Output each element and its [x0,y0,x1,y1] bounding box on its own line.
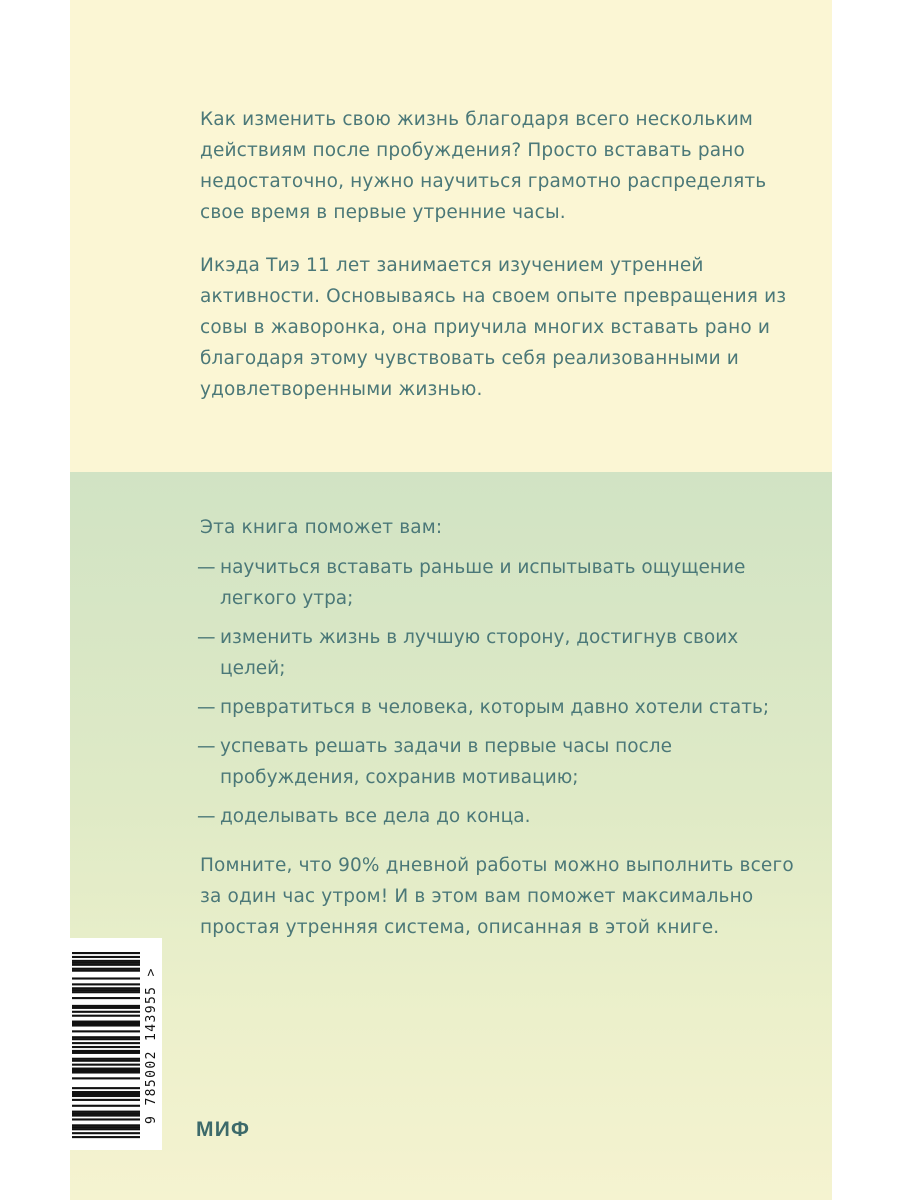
barcode-bar [72,977,140,979]
barcode-bar [72,1050,140,1052]
barcode-bar [72,1099,140,1101]
barcode-bar [72,1052,140,1054]
intro-text [200,104,800,427]
barcode-bar [72,1071,140,1073]
intro-paragraph-1: Как изменить свою жизнь благодаря всего нескольким действиям после пробуждения? Просто вставать рано недостаточно, нужно научиться грамотно распределять свое время в первые утренние часы. [200,109,767,223]
isbn-number: 9 785002 143955 > [144,967,159,1125]
barcode-bar [72,1113,140,1115]
barcode-bar [72,1136,140,1138]
barcode-bar [72,1042,140,1044]
barcode-bar [72,1011,140,1013]
barcode-bar [72,1007,140,1009]
barcode-bar [72,1124,140,1126]
closing-paragraph: Помните, что 90% дневной работы можно выполнить всего за один час утром! И в этом вам поможет максимально простая утренняя система, описанная в этой книге. [200,855,794,938]
publisher-logo: МИФ [196,1118,251,1141]
barcode-bar [72,1038,140,1040]
barcode-bar [72,1115,140,1117]
barcode-bar [72,997,140,999]
barcode-bar [72,1021,140,1023]
barcode-bar [72,1046,140,1048]
list-item [197,731,807,793]
barcode-bar [72,1068,140,1070]
list-item [197,801,807,832]
barcode-bar [72,989,140,991]
barcode-bar [72,1064,140,1066]
barcode-bar [72,1024,140,1026]
barcode-bar [72,1022,140,1024]
barcode-bar [72,964,140,966]
book-back-cover [70,0,832,1200]
list-item-text: научиться вставать раньше и испытывать ощущение легкого утра; [220,557,746,609]
barcode-bar [72,956,140,958]
barcode-bar [72,1087,140,1089]
isbn-barcode [70,938,162,1150]
barcode-bar [72,962,140,964]
list-item [197,692,807,723]
dash-bullet: — [197,557,216,578]
barcode-bar [72,991,140,993]
barcode-bar [72,1060,140,1062]
benefits-list [197,552,807,840]
barcode-bar [72,1093,140,1095]
list-item-text: успевать решать задачи в первые часы после пробуждения, сохранив мотивацию; [220,736,672,788]
barcode-bar [72,1005,140,1007]
barcode-bar [72,987,140,989]
barcode-bars-icon [70,938,144,1150]
dash-bullet: — [197,627,216,648]
barcode-bar [72,1128,140,1130]
barcode-bar [72,1069,140,1071]
list-item [197,622,807,684]
benefits-title: Эта книга поможет вам: [200,517,443,538]
barcode-bar [72,1091,140,1093]
list-item-text: изменить жизнь в лучшую сторону, достигнув своих целей; [220,627,739,679]
dash-bullet: — [197,736,216,757]
barcode-bar [72,1132,140,1134]
barcode-bar [72,1126,140,1128]
barcode-bar [72,983,140,985]
barcode-bar [72,1105,140,1107]
barcode-bar [72,1118,140,1120]
barcode-bar [72,952,140,954]
intro-paragraph-2: Икэда Тиэ 11 лет занимается изучением утренней активности. Основываясь на своем опыте превращения из совы в жаворонка, она приучила многих вставать рано и благодаря этому чувствовать себя реализованными и удовлетворенными жизнью. [200,255,787,400]
barcode-bar [72,1077,140,1079]
barcode-bar [72,970,140,972]
barcode-bar [72,1095,140,1097]
barcode-bar [72,1015,140,1017]
barcode-bar [72,1111,140,1113]
barcode-bar [72,1058,140,1060]
barcode-bar [72,1036,140,1038]
list-item-text: превратиться в человека, которым давно хотели стать; [220,697,770,718]
barcode-bar [72,968,140,970]
list-item [197,552,807,614]
barcode-bar [72,960,140,962]
list-item-text: доделывать все дела до конца. [220,806,531,827]
dash-bullet: — [197,806,216,827]
barcode-bar [72,1030,140,1032]
dash-bullet: — [197,697,216,718]
